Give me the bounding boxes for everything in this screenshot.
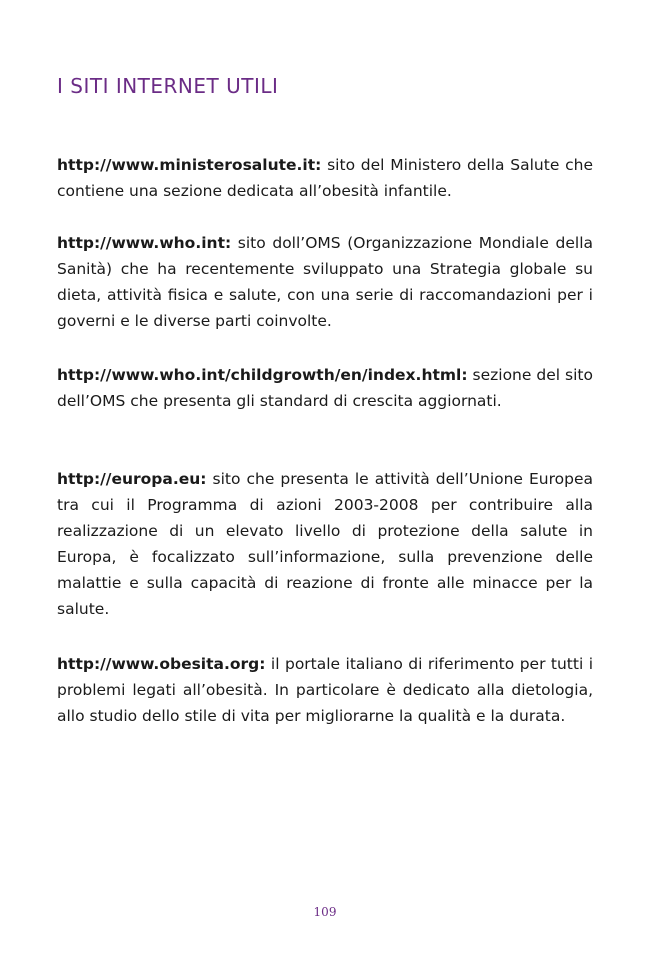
page-title: I SITI INTERNET UTILI (57, 74, 279, 98)
url-link[interactable]: http://www.who.int: (57, 234, 232, 252)
description: sezione del sito dell’OMS che presenta gli standard di crescita aggiornati. (57, 366, 593, 410)
url-link[interactable]: http://www.obesita.org: (57, 655, 266, 673)
entry-obesita (57, 651, 593, 729)
entry-childgrowth (57, 362, 593, 414)
description: il portale italiano di riferimento per tutti i problemi legati all’obesità. In particolare è dedicato alla dietologia, allo studio dello stile di vita per migliorarne la qualità e la durata. (57, 655, 593, 725)
description: sito che presenta le attività dell’Unione Europea tra cui il Programma di azioni 2003-2008 per contribuire alla realizzazione di un elevato livello di protezione della salute in Europa, è focalizzato sull’informazione, sulla prevenzione delle malattie e sulla capacità di reazione di fronte alle minacce per la salute. (57, 470, 593, 618)
url-link[interactable]: http://www.ministerosalute.it: (57, 156, 322, 174)
entry-who (57, 230, 593, 334)
entry-europa (57, 466, 593, 622)
page-number: 109 (313, 905, 337, 919)
description: sito doll’OMS (Organizzazione Mondiale della Sanità) che ha recentemente sviluppato una Strategia globale su dieta, attività fisica e salute, con una serie di raccomandazioni per i governi e le diverse parti coinvolte. (57, 234, 593, 330)
description: sito del Ministero della Salute che contiene una sezione dedicata all’obesità infantile. (57, 156, 593, 200)
entry-ministero (57, 152, 593, 204)
url-link[interactable]: http://europa.eu: (57, 470, 207, 488)
url-link[interactable]: http://www.who.int/childgrowth/en/index.html: (57, 366, 468, 384)
